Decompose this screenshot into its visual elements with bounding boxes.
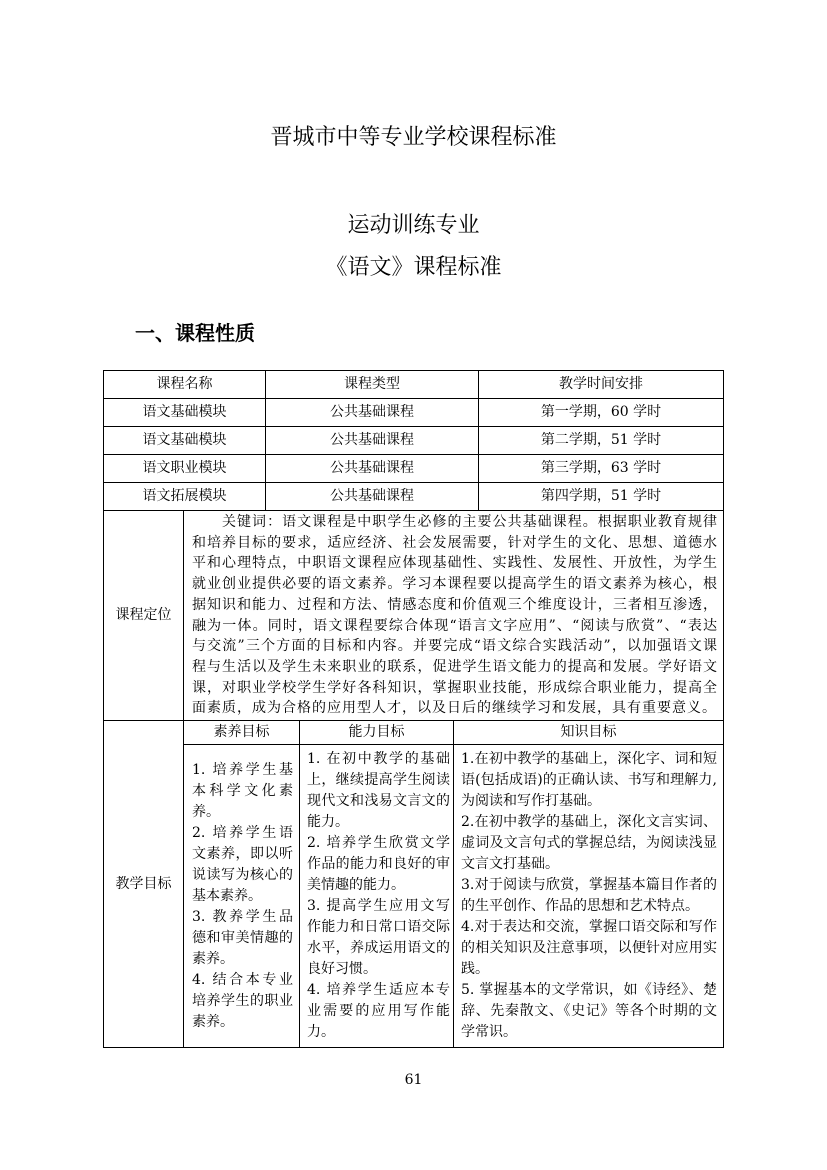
table-cell-course-type: 公共基础课程 <box>265 426 479 455</box>
table-cell-schedule: 第一学期，60 学时 <box>478 398 724 427</box>
table-cell-course-name: 语文基础模块 <box>103 398 266 427</box>
objectives-literacy-cell <box>183 744 300 1048</box>
positioning-label: 课程定位 <box>103 510 184 721</box>
table-cell-course-name: 语文职业模块 <box>103 454 266 483</box>
table-cell-course-name: 语文拓展模块 <box>103 482 266 511</box>
list-item: 4.对于表达和交流，掌握口语交际和写作的相关知识及注意事项，以便针对应用实践。 <box>461 919 717 977</box>
section-heading: 一、课程性质 <box>135 321 255 345</box>
list-item: 1. 在初中教学的基础上，继续提高学生阅读现代文和浅易文言文的能力。 <box>307 751 450 830</box>
objectives-ability-cell <box>299 744 454 1048</box>
major-title: 运动训练专业 <box>347 213 480 238</box>
positioning-text: 关键词：语文课程是中职学生必修的主要公共基础课程。根据职业教育规律和培养目标的要求，适应经济、社会发展需要，针对学生的文化、思想、道德水平和心理特点，中职语文课程应体现基础性、实践性、发展性、开放性，为学生就业创业提供必要的语文素养。学习本课程要以提高学生的语文素养为核心，根据知识和能力、过程和方法、情感态度和价值观三个维度设计，三者相互渗透，融为一体。同时，语文课程要综合体现“语言文字应用”、“阅读与欣赏”、“表达与交流”三个方面的目标和内容。并要完成“语文综合实践活动”，以加强语文课程与生活以及学生未来职业的联系，促进学生语文能力的提高和发展。学好语文课，对职业学校学生学好各科知识，掌握职业技能，形成综合职业能力，提高全面素质，成为合格的应用型人才，以及日后的继续学习和发展，具有重要意义。 <box>192 513 718 717</box>
literacy-list <box>192 760 293 1033</box>
list-item: 2. 培养学生欣赏文学作品的能力和良好的审美情趣的能力。 <box>307 835 450 893</box>
table-cell-schedule: 第三学期，63 学时 <box>478 454 724 483</box>
course-title: 《语文》课程标准 <box>325 255 502 280</box>
table-cell-course-name: 语文基础模块 <box>103 426 266 455</box>
table-cell-course-type: 公共基础课程 <box>265 482 479 511</box>
objectives-header-knowledge: 知识目标 <box>453 720 724 745</box>
list-item: 3. 教养学生品德和审美情趣的素养。 <box>192 908 293 967</box>
objectives-header-ability: 能力目标 <box>299 720 454 745</box>
table-cell-course-type: 公共基础课程 <box>265 398 479 427</box>
positioning-cell <box>183 510 724 721</box>
header-course-type: 课程类型 <box>265 370 479 399</box>
knowledge-list <box>461 749 717 1043</box>
list-item: 2. 培养学生语文素养，即以听说读写为核心的基本素养。 <box>192 824 293 904</box>
objectives-knowledge-cell <box>453 744 724 1048</box>
objectives-label: 教学目标 <box>103 720 184 1048</box>
ability-list <box>307 749 450 1043</box>
list-item: 4. 培养学生适应本专业需要的应用写作能力。 <box>307 982 450 1040</box>
list-item: 4. 结合本专业培养学生的职业素养。 <box>192 971 293 1030</box>
table-cell-course-type: 公共基础课程 <box>265 454 479 483</box>
page-number: 61 <box>404 1072 423 1088</box>
table-cell-schedule: 第四学期，51 学时 <box>478 482 724 511</box>
list-item: 1.在初中教学的基础上，深化字、词和短语(包括成语)的正确认读、书写和理解力,为阅读和写作打基础。 <box>461 751 717 809</box>
list-item: 3. 提高学生应用文写作能力和日常口语交际水平，养成运用语文的良好习惯。 <box>307 898 450 977</box>
list-item: 5. 掌握基本的文学常识，如《诗经》、楚辞、先秦散文、《史记》等各个时期的文学常识。 <box>461 982 717 1040</box>
list-item: 3.对于阅读与欣赏，掌握基本篇目作者的的生平创作、作品的思想和艺术特点。 <box>461 877 717 914</box>
school-title: 晋城市中等专业学校课程标准 <box>270 125 557 150</box>
header-schedule: 教学时间安排 <box>478 370 724 399</box>
header-course-name: 课程名称 <box>103 370 266 399</box>
list-item: 1. 培养学生基本科学文化素养。 <box>192 761 293 820</box>
objectives-header-literacy: 素养目标 <box>183 720 300 745</box>
list-item: 2.在初中教学的基础上，深化文言实词、虚词及文言句式的掌握总结，为阅读浅显文言文打基础。 <box>461 814 717 872</box>
table-cell-schedule: 第二学期，51 学时 <box>478 426 724 455</box>
